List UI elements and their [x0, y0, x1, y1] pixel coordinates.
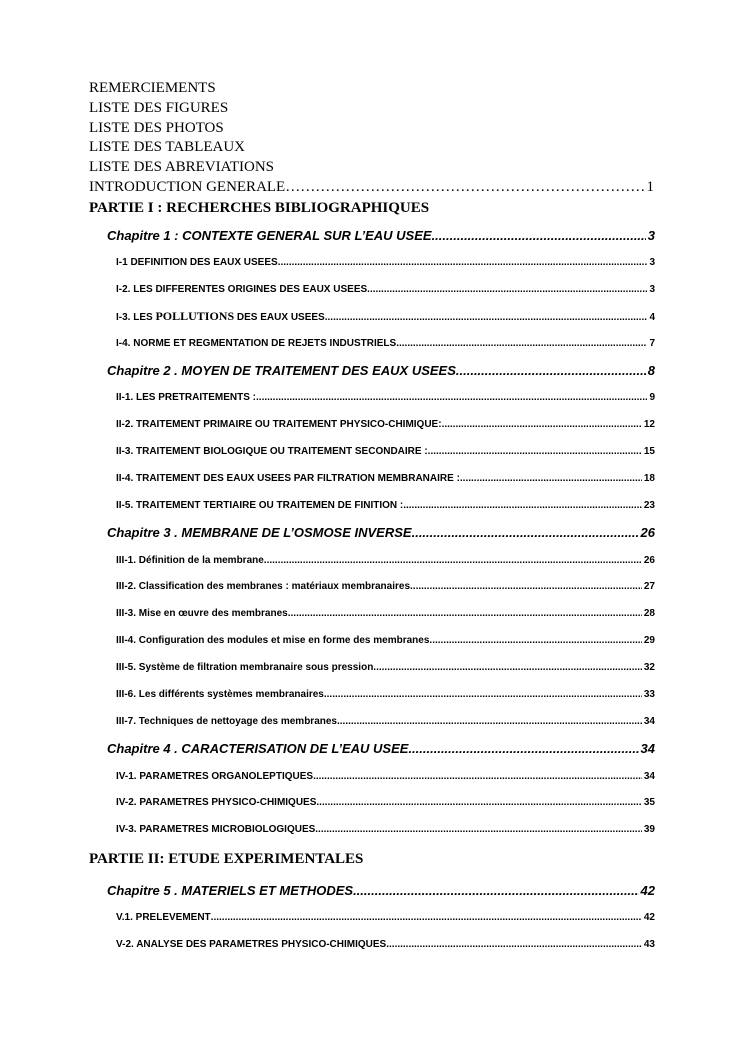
toc-entry-label: III-2. Classification des membranes : matériaux membranaires	[116, 581, 411, 592]
toc-liste-des-tableaux[interactable]: LISTE DES TABLEAUX	[89, 139, 246, 155]
toc-section-iii-3[interactable]	[116, 607, 655, 621]
toc-entry-label: II-1. LES PRETRAITEMENTS :	[116, 392, 257, 403]
toc-entry-label	[116, 309, 325, 325]
toc-section-i-1[interactable]	[116, 256, 655, 270]
toc-liste-des-figures[interactable]: LISTE DES FIGURES	[89, 100, 229, 116]
dot-leader	[285, 178, 644, 197]
toc-section-ii-3[interactable]	[116, 445, 655, 459]
dot-leader	[325, 311, 648, 325]
part-2-title: PARTIE II: ETUDE EXPERIMENTALES	[89, 851, 364, 867]
toc-section-ii-5[interactable]	[116, 499, 655, 513]
dot-leader	[442, 418, 642, 432]
toc-entry-label: Chapitre 4 . CARACTERISATION DE L’EAU USEE	[107, 741, 409, 756]
toc-entry-label: IV-3. PARAMETRES MICROBIOLOGIQUES	[116, 824, 316, 835]
toc-section-i-4[interactable]	[116, 337, 655, 351]
dot-leader	[432, 227, 646, 245]
toc-section-iv-2[interactable]	[116, 796, 655, 810]
dot-leader	[428, 445, 642, 459]
dot-leader	[386, 938, 642, 952]
toc-entry-label: I-2. LES DIFFERENTES ORIGINES DES EAUX USEES.	[116, 284, 370, 295]
toc-section-iv-3[interactable]	[116, 823, 655, 837]
dot-leader	[327, 688, 642, 702]
toc-page-number: 33	[643, 689, 655, 700]
toc-page-number: 1	[646, 179, 654, 195]
toc-entry-label: III-3. Mise en œuvre des membranes.	[116, 608, 291, 619]
toc-introduction-generale[interactable]	[89, 178, 654, 197]
dot-leader	[337, 715, 642, 729]
toc-entry-label: V-2. ANALYSE DES PARAMETRES PHYSICO-CHIMIQUES	[116, 939, 387, 950]
dot-leader	[278, 256, 648, 270]
dot-leader	[456, 362, 646, 380]
toc-section-i-2[interactable]	[116, 283, 655, 297]
toc-entry-label: Chapitre 5 . MATERIELS ET METHODES	[107, 883, 354, 898]
toc-entry-label: II-3. TRAITEMENT BIOLOGIQUE OU TRAITEMENT SECONDAIRE :	[116, 446, 428, 457]
toc-page-number: 34	[643, 716, 655, 727]
toc-section-iii-5[interactable]	[116, 661, 655, 675]
toc-chapter-5[interactable]	[107, 882, 655, 900]
dot-leader	[316, 796, 641, 810]
toc-remerciements[interactable]: REMERCIEMENTS	[89, 80, 216, 96]
toc-entry-label: III-6. Les différents systèmes membranaires.	[116, 689, 327, 700]
toc-page-number: 39	[643, 824, 655, 835]
toc-section-v-2[interactable]	[116, 938, 655, 952]
toc-liste-des-photos[interactable]: LISTE DES PHOTOS	[89, 120, 224, 136]
toc-chapter-2[interactable]	[107, 362, 655, 380]
dot-leader	[412, 524, 639, 542]
toc-label-part: I-3. LES	[116, 312, 156, 323]
toc-page-number: 23	[643, 500, 655, 511]
toc-entry-label: III-4. Configuration des modules et mise en forme des membranes.	[116, 635, 433, 646]
toc-liste-des-abreviations[interactable]: LISTE DES ABREVIATIONS	[89, 159, 275, 175]
dot-leader	[315, 823, 642, 837]
toc-page-number: 8	[647, 363, 655, 378]
toc-page-number: 12	[643, 419, 655, 430]
toc-label-part: DES EAUX USEES	[234, 312, 325, 323]
dot-leader	[313, 770, 642, 784]
dot-leader	[256, 391, 647, 405]
toc-page-number: 27	[643, 581, 655, 592]
toc-entry-label: I-4. NORME ET REGMENTATION DE REJETS INDUSTRIELS	[116, 338, 397, 349]
dot-leader	[396, 337, 647, 351]
toc-page-number: 42	[643, 912, 655, 923]
toc-page-number: 18	[643, 473, 655, 484]
toc-section-iii-2[interactable]	[116, 580, 655, 594]
toc-page-number: 4	[649, 312, 655, 323]
toc-label-part: POLLUTIONS	[155, 309, 235, 323]
toc-section-iii-4[interactable]	[116, 634, 655, 648]
dot-leader	[408, 740, 638, 758]
toc-chapter-1[interactable]	[107, 227, 655, 245]
dot-leader	[267, 554, 642, 568]
toc-entry-label: IV-2. PARAMETRES PHYSICO-CHIMIQUES	[116, 797, 317, 808]
toc-page-number: 3	[647, 228, 655, 243]
dot-leader	[432, 634, 642, 648]
toc-page-number: 35	[643, 797, 655, 808]
toc-section-iii-7[interactable]	[116, 715, 655, 729]
toc-page-number: 26	[643, 555, 655, 566]
toc-entry-label: II-5. TRAITEMENT TERTIAIRE OU TRAITEMEN DE FINITION :	[116, 500, 404, 511]
toc-page-number: 9	[649, 392, 655, 403]
toc-entry-label: III-7. Techniques de nettoyage des membranes	[116, 716, 337, 727]
toc-page-number: 29	[643, 635, 655, 646]
toc-entry-label: INTRODUCTION GENERALE	[89, 179, 286, 195]
part-1-title: PARTIE I : RECHERCHES BIBLIOGRAPHIQUES	[89, 200, 430, 216]
dot-leader	[376, 661, 642, 675]
toc-entry-label: III-5. Système de filtration membranaire sous pression.	[116, 662, 377, 673]
toc-section-ii-4[interactable]	[116, 472, 655, 486]
toc-section-ii-1[interactable]	[116, 391, 655, 405]
dot-leader	[370, 283, 648, 297]
toc-page-number: 7	[649, 338, 655, 349]
toc-page-number: 34	[640, 741, 655, 756]
toc-page-number: 3	[649, 284, 655, 295]
toc-chapter-3[interactable]	[107, 524, 655, 542]
dot-leader	[410, 580, 642, 594]
toc-entry-label: IV-1. PARAMETRES ORGANOLEPTIQUES	[116, 771, 314, 782]
toc-page-number: 42	[640, 883, 655, 898]
toc-page-number: 3	[649, 257, 655, 268]
toc-entry-label: Chapitre 2 . MOYEN DE TRAITEMENT DES EAUX USEES	[107, 363, 456, 378]
dot-leader	[353, 882, 638, 900]
toc-page-number: 28	[643, 608, 655, 619]
toc-page-number: 32	[643, 662, 655, 673]
toc-entry-label: Chapitre 1 : CONTEXTE GENERAL SUR L’EAU USEE	[107, 228, 432, 243]
toc-section-iii-6[interactable]	[116, 688, 655, 702]
toc-section-ii-2[interactable]	[116, 418, 655, 432]
dot-leader	[291, 607, 642, 621]
toc-entry-label: I-1 DEFINITION DES EAUX USEES	[116, 257, 278, 268]
toc-entry-label: II-4. TRAITEMENT DES EAUX USEES PAR FILTRATION MEMBRANAIRE :	[116, 473, 460, 484]
dot-leader	[211, 911, 642, 925]
toc-section-i-3[interactable]	[116, 309, 655, 325]
toc-section-iv-1[interactable]	[116, 770, 655, 784]
toc-chapter-4[interactable]	[107, 740, 655, 758]
toc-page-number: 15	[643, 446, 655, 457]
toc-entry-label: II-2. TRAITEMENT PRIMAIRE OU TRAITEMENT PHYSICO-CHIMIQUE:	[116, 419, 442, 430]
toc-section-iii-1[interactable]	[116, 554, 655, 568]
toc-entry-label: Chapitre 3 . MEMBRANE DE L’OSMOSE INVERSE	[107, 525, 412, 540]
dot-leader	[460, 472, 642, 486]
toc-entry-label: V.1. PRELEVEMENT	[116, 912, 211, 923]
dot-leader	[403, 499, 642, 513]
toc-section-v-1[interactable]	[116, 911, 655, 925]
toc-page-number: 43	[643, 939, 655, 950]
toc-page-number: 34	[643, 771, 655, 782]
toc-entry-label: III-1. Définition de la membrane.	[116, 555, 267, 566]
toc-page-number: 26	[640, 525, 655, 540]
